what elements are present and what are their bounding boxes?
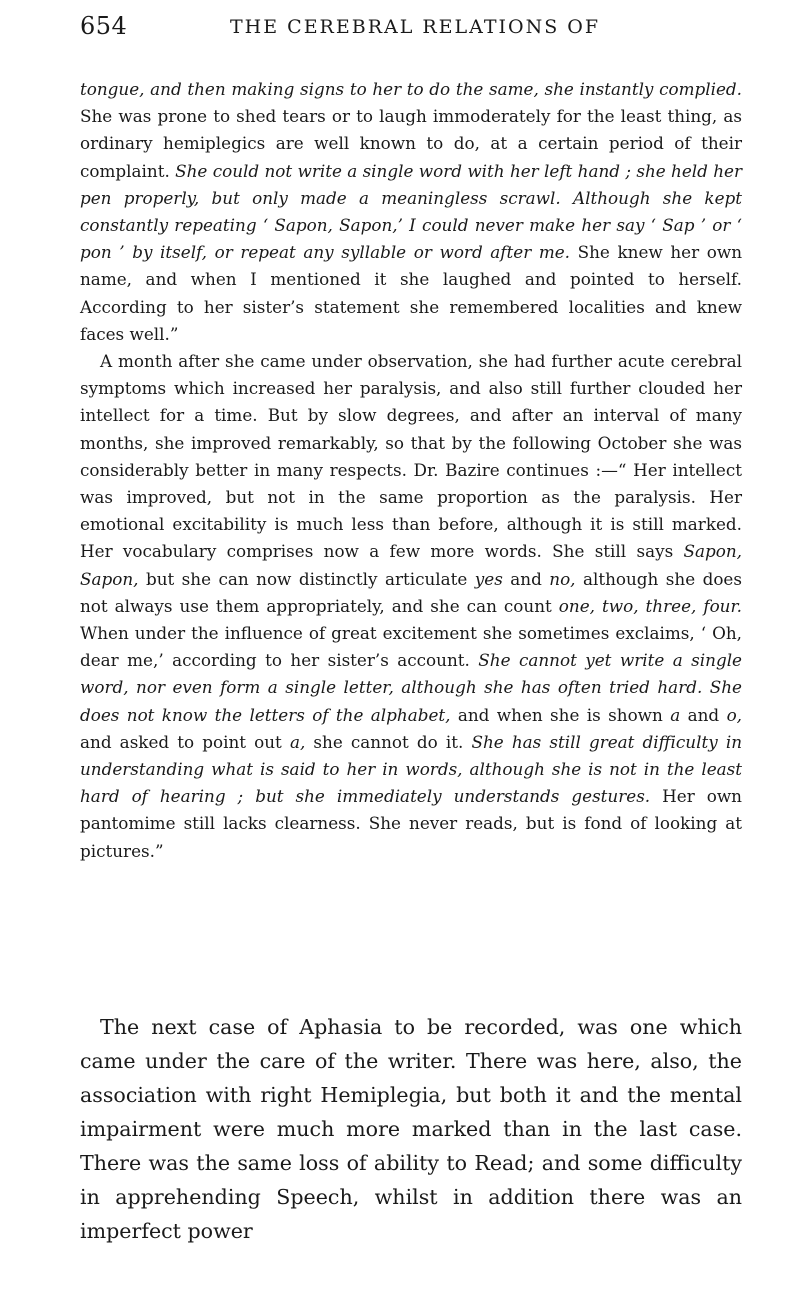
text-segment: but she can now distinctly articulate [138,568,475,589]
italic-text-segment: She could not write a single word with her left hand ; she held her pen properly, but only made a meaningless scrawl. Although she kept constantly repeating ‘ Sapon, Sapon,’ I could never make her say ‘ Sap ’ or ‘ pon ’ by itself, or repeat any syllable or word after me. [80,160,742,263]
text-segment: and [680,704,727,725]
text-segment: A month after she came under observation, she had further acute cerebral symptoms which increased her paralysis, and also still further clouded her intellect for a time. But by slow degrees, and after an interval of many months, she improved remarkably, so that by the following October she was considerably better in many respects. Dr. Bazire continues :—“ Her intellect was improved, but not in the same proportion as the paralysis. Her emotional excitability is much less than before, although it is still marked. Her vocabulary comprises now a few more words. She still says [80,351,742,562]
italic-text-segment: o, [726,704,742,725]
quoted-case-report [80,76,742,865]
text-segment: She was prone to shed tears or to laugh immoderately for the least thing, as ordinary hemiplegics are well known to do, at a certain period of their complaint. [80,106,742,181]
text-segment: although she does not always use them appropriately, and she can count [80,568,742,616]
text-segment: Her own pantomime still lacks clearness. She never reads, but is fond of looking at pictures.” [80,786,742,861]
italic-text-segment: a, [289,731,306,752]
main-paragraph-1: The next case of Aphasia to be recorded, was one which came under the care of the writer. There was here, also, the association with right Hemiplegia, but both it and the mental impairment were much more marked than in the last case. There was the same loss of ability to Read; and some difficulty in apprehending Speech, whilst in addition there was an imperfect power [80,1015,742,1243]
main-text [80,1010,742,1248]
text-segment: When under the influence of great excitement she sometimes exclaims, ‘ Oh, dear me,’ according to her sister’s account. [80,623,742,671]
italic-text-segment: She cannot yet write a single word, nor even form a single letter, although she has often tried hard. She does not know the letters of the alphabet, [80,650,742,725]
running-title: THE CEREBRAL RELATIONS OF [230,16,601,38]
quote-paragraph-2 [80,348,742,865]
italic-text-segment: Sapon, Sapon, [80,541,742,589]
text-segment: and [502,568,550,589]
italic-text-segment: one, two, three, four. [558,595,742,616]
text-segment: and when she is shown [450,704,671,725]
italic-text-segment: yes [474,568,503,589]
italic-text-segment: tongue, and then making signs to her to do the same, she instantly complied. [80,79,742,99]
page-header [80,12,740,52]
text-segment: she cannot do it. [305,731,472,752]
italic-text-segment: She has still great difficulty in understanding what is said to her in words, although she is not in the least hard of hearing ; but she immediately understands gestures. [80,731,743,807]
italic-text-segment: no, [549,568,576,589]
page-number: 654 [80,12,128,40]
text-segment: and asked to point out [80,731,290,752]
text-segment: She knew her own name, and when I mentioned it she laughed and pointed to herself. According to her sister’s statement she remembered localities and knew faces well.” [80,242,742,344]
italic-text-segment: a [670,704,681,725]
quote-paragraph-1 [80,76,742,348]
